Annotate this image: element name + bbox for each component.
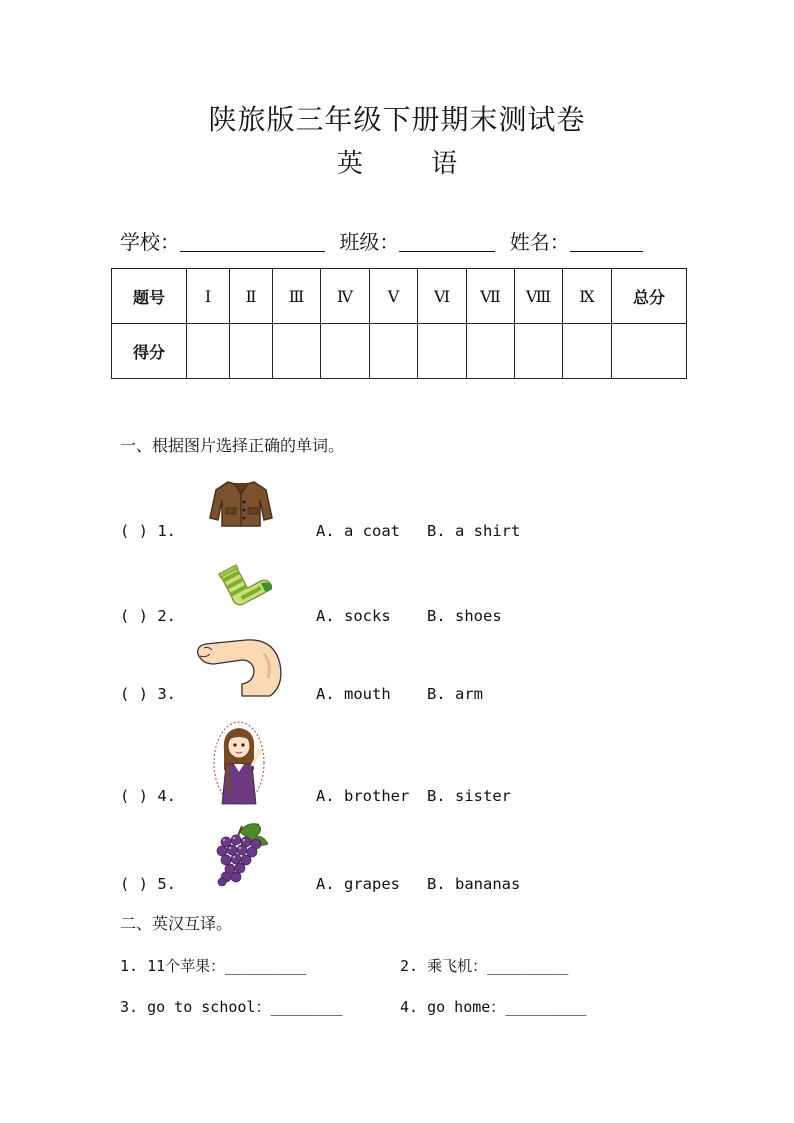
question-4-number: ( ) 4. bbox=[120, 787, 176, 805]
translation-item-2-blank[interactable]: _________ bbox=[487, 957, 569, 975]
question-5-number: ( ) 5. bbox=[120, 875, 176, 893]
score-cell[interactable] bbox=[370, 324, 418, 379]
row-label-score: 得分 bbox=[112, 324, 187, 379]
translation-item-3 bbox=[120, 996, 343, 1017]
score-cell[interactable] bbox=[187, 324, 230, 379]
translation-item-4 bbox=[400, 996, 587, 1017]
question-2-number: ( ) 2. bbox=[120, 607, 176, 625]
col-9: Ⅸ bbox=[563, 269, 612, 324]
col-6: Ⅵ bbox=[418, 269, 467, 324]
translation-item-4-text: 4. go home： bbox=[400, 998, 506, 1016]
col-8: Ⅷ bbox=[515, 269, 563, 324]
question-5-option-b[interactable]: B. bananas bbox=[427, 875, 521, 893]
question-5 bbox=[120, 875, 521, 893]
score-cell[interactable] bbox=[563, 324, 612, 379]
row-label-number: 题号 bbox=[112, 269, 187, 324]
question-3-option-b[interactable]: B. arm bbox=[427, 685, 483, 703]
score-cell[interactable] bbox=[612, 324, 687, 379]
translation-item-1-text: 1. 11个苹果： bbox=[120, 957, 226, 975]
score-cell[interactable] bbox=[467, 324, 515, 379]
score-table bbox=[111, 268, 687, 379]
score-cell[interactable] bbox=[418, 324, 467, 379]
question-5-option-a[interactable]: A. grapes bbox=[316, 875, 400, 893]
question-2-option-a[interactable]: A. socks bbox=[316, 607, 391, 625]
translation-item-1-blank[interactable]: _________ bbox=[225, 957, 307, 975]
question-1-option-b[interactable]: B. a shirt bbox=[427, 522, 521, 540]
score-cell[interactable] bbox=[273, 324, 321, 379]
arm-icon bbox=[194, 634, 286, 700]
translation-item-3-blank[interactable]: ________ bbox=[270, 998, 343, 1016]
school-label: 学校： bbox=[120, 230, 180, 254]
coat-icon bbox=[208, 478, 274, 528]
col-1: Ⅰ bbox=[187, 269, 230, 324]
grapes-icon bbox=[212, 822, 272, 886]
question-3-option-a[interactable]: A. mouth bbox=[316, 685, 391, 703]
class-field[interactable] bbox=[399, 233, 495, 252]
score-table-header-row bbox=[112, 269, 687, 324]
col-7: Ⅶ bbox=[467, 269, 515, 324]
section2-title: 二、英汉互译。 bbox=[120, 914, 233, 933]
student-info-row bbox=[120, 226, 643, 255]
class-label: 班级： bbox=[339, 230, 400, 254]
score-cell[interactable] bbox=[515, 324, 563, 379]
question-2 bbox=[120, 607, 502, 625]
translation-item-4-blank[interactable]: _________ bbox=[505, 998, 587, 1016]
girl-icon bbox=[212, 720, 266, 806]
col-total: 总分 bbox=[612, 269, 687, 324]
col-3: Ⅲ bbox=[273, 269, 321, 324]
translation-item-1 bbox=[120, 955, 306, 976]
question-4-option-b[interactable]: B. sister bbox=[427, 787, 511, 805]
section1-title: 一、根据图片选择正确的单词。 bbox=[120, 436, 345, 455]
col-4: Ⅳ bbox=[321, 269, 370, 324]
score-cell[interactable] bbox=[321, 324, 370, 379]
col-5: Ⅴ bbox=[370, 269, 418, 324]
question-4 bbox=[120, 787, 511, 805]
score-table-score-row bbox=[112, 324, 687, 379]
subject-title: 英 语 bbox=[336, 149, 458, 179]
question-1-number: ( ) 1. bbox=[120, 522, 176, 540]
score-cell[interactable] bbox=[230, 324, 273, 379]
question-1-option-a[interactable]: A. a coat bbox=[316, 522, 400, 540]
question-1 bbox=[120, 522, 521, 540]
sock-icon bbox=[214, 560, 272, 612]
question-3-number: ( ) 3. bbox=[120, 685, 176, 703]
translation-item-3-text: 3. go to school： bbox=[120, 998, 271, 1016]
question-2-option-b[interactable]: B. shoes bbox=[427, 607, 502, 625]
col-2: Ⅱ bbox=[230, 269, 273, 324]
name-field[interactable] bbox=[570, 233, 643, 252]
name-label: 姓名： bbox=[509, 230, 570, 254]
question-3 bbox=[120, 685, 483, 703]
page-title: 陕旅版三年级下册期末测试卷 bbox=[208, 103, 586, 136]
translation-item-2 bbox=[400, 955, 568, 976]
question-4-option-a[interactable]: A. brother bbox=[316, 787, 410, 805]
school-field[interactable] bbox=[180, 233, 325, 252]
translation-item-2-text: 2. 乘飞机： bbox=[400, 957, 488, 975]
